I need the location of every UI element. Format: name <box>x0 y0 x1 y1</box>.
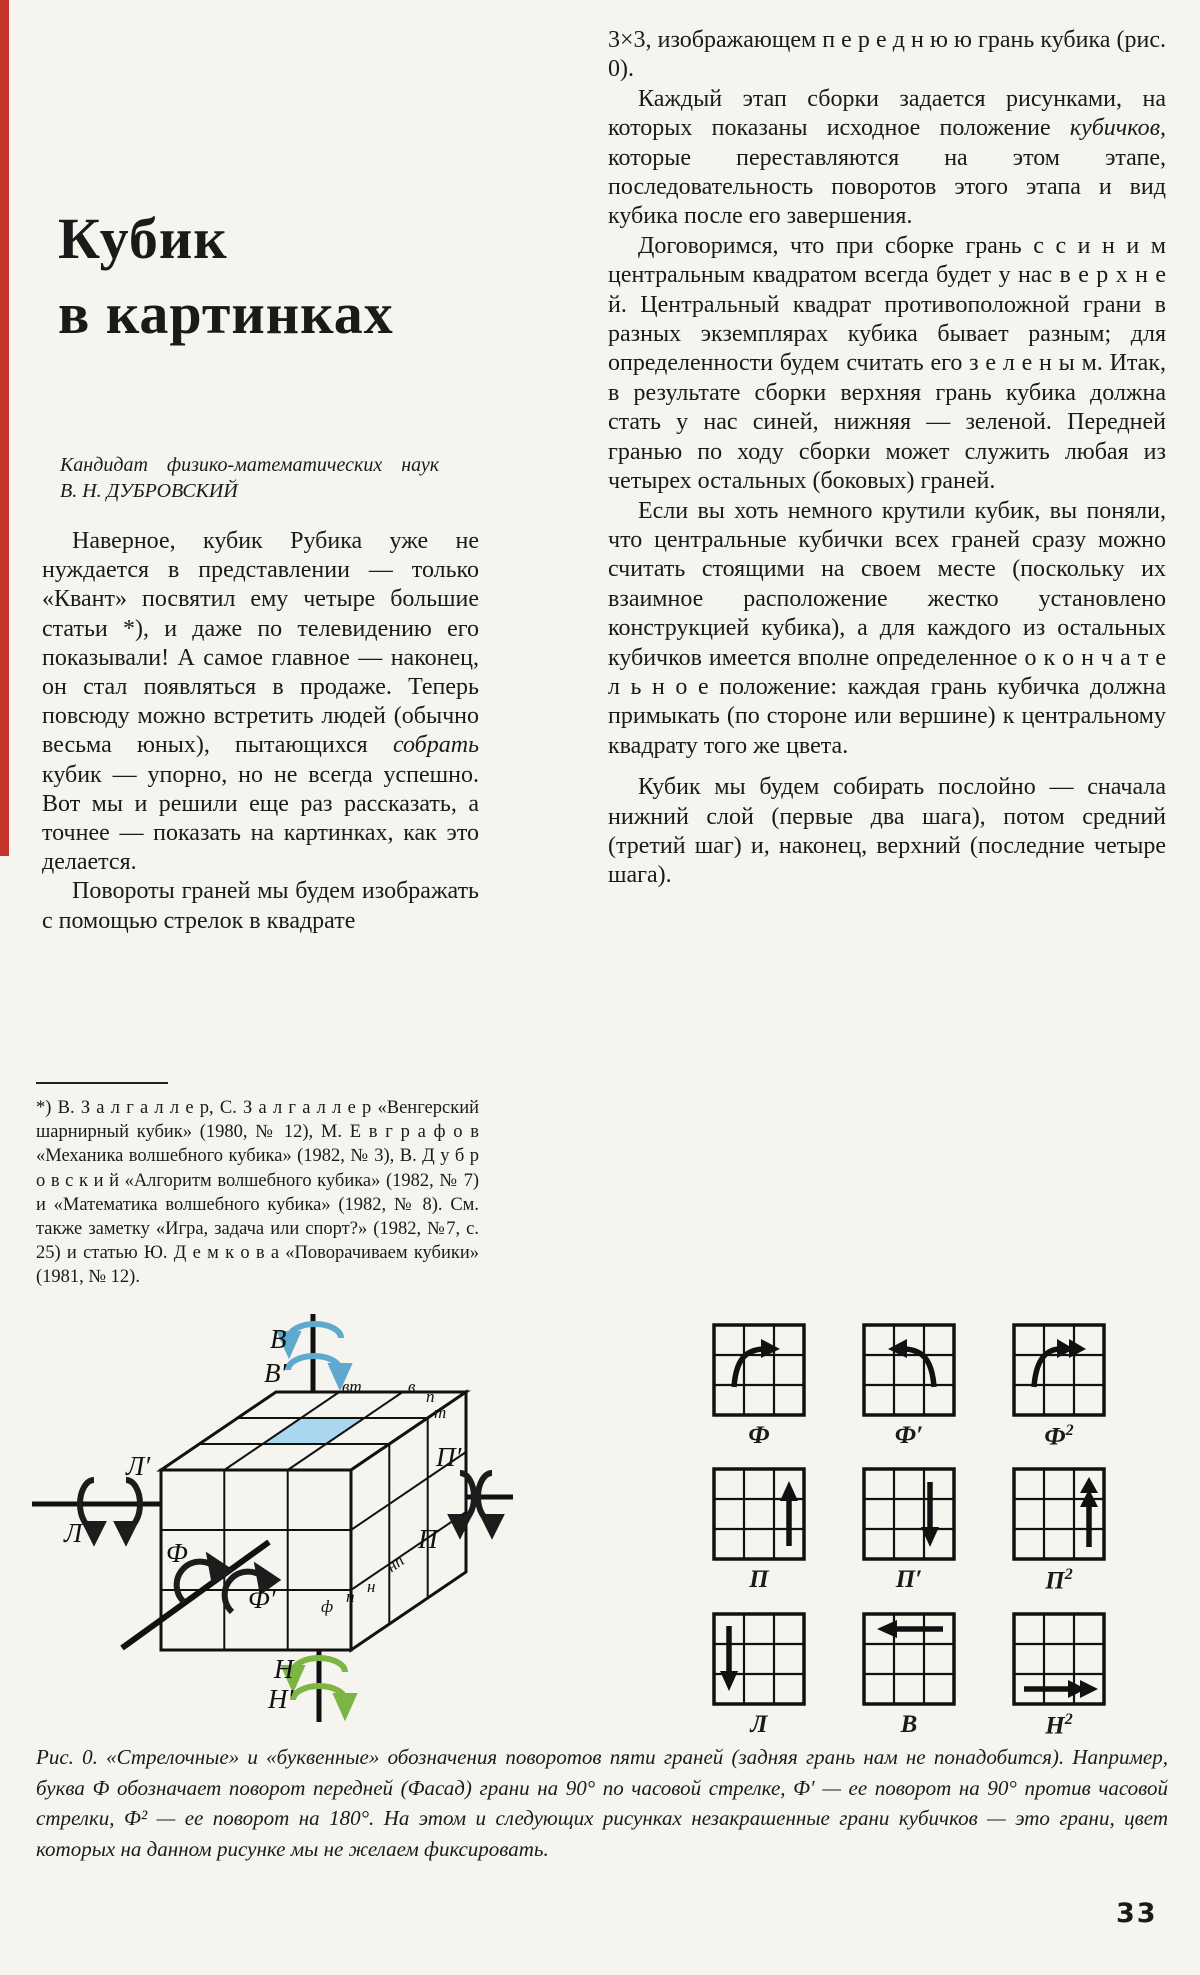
move-label: $П^2$ <box>1045 1566 1073 1595</box>
move-grid-icon <box>711 1322 807 1418</box>
move-label: Л <box>750 1710 768 1738</box>
edge-label-np: нп <box>382 1550 408 1576</box>
move-label: Ф′ <box>894 1422 924 1449</box>
edge-label-p-small: п <box>426 1387 435 1406</box>
right-column <box>608 26 1166 891</box>
title-line1: Кубик <box>58 205 228 271</box>
move-grid-icon <box>861 1611 957 1707</box>
cube-diagram <box>26 1290 521 1730</box>
left-rotation-arrows <box>80 1480 140 1540</box>
moves-grid <box>711 1322 1161 1740</box>
move-label: В <box>900 1710 918 1738</box>
move-grid-icon <box>1011 1322 1107 1418</box>
body-paragraph: Если вы хоть немного крутили кубик, вы поняли, что центральные кубички всех граней сразу можно считать стоящими на своем месте (поскольку их взаимное расположение жестко установлено конструкцией кубика), а для каждого из остальных кубичков имеется вполне определенное о к о н ч а т е л ь н о е положение: каждая грань кубичка должна примыкать (по стороне или вершине) к центральному квадрату того же цвета. <box>608 497 1166 759</box>
axis-label-top-prime: В′ <box>264 1358 287 1388</box>
move-grid-icon <box>861 1322 957 1418</box>
move-grid-icon <box>1011 1611 1107 1707</box>
move-6-П2 <box>1011 1466 1161 1595</box>
axis-label-right: П <box>418 1524 438 1554</box>
body-paragraph: 3×3, изображающем п е р е д н ю ю грань кубика (рис. 0). <box>608 27 1166 83</box>
body-paragraph: Каждый этап сборки задается рисунками, на которых показаны исходное положение кубичков, которые переставляются на этом этапе, последовательность поворотов этого этапа и вид кубика после его завершения. <box>608 85 1166 230</box>
edge-label-f: ф <box>321 1597 334 1616</box>
edge-label-p2: п <box>346 1587 355 1606</box>
cube-faces <box>161 1392 466 1650</box>
footnote: *) В. З а л г а л л е р, С. З а л г а л л е р «Венгерский шарнирный кубик» (1980, № 12), М. Е в г р а ф о в «Механика волшебного кубика» (1982, № 3), В. Д у б р о в с к и й «Алгоритм волшебного кубика» (1982, № 7) и «Математика волшебного кубика» (1982, № 8). См. также заметку «Игра, задача или спорт?» (1982, №7, с. 25) и статью Ю. Д е м к о в а «Поворачиваем кубики» (1981, № 12). <box>36 1098 479 1288</box>
edge-label-vt: вт <box>342 1377 362 1396</box>
accent-bar <box>0 0 9 856</box>
body-paragraph: Кубик мы будем собирать послойно — сначала нижний слой (первые два шага), потом средний (третий шаг) и, наконец, верхний (последние четыре шага). <box>608 774 1166 889</box>
move-9-Н2 <box>1011 1611 1161 1740</box>
axis-label-bottom-prime: Н′ <box>268 1684 294 1714</box>
left-column <box>42 527 479 936</box>
move-grid-icon <box>861 1466 957 1562</box>
move-2-Ф-prime <box>861 1322 1011 1451</box>
move-grid-icon <box>711 1611 807 1707</box>
axis-label-right-prime: П′ <box>436 1442 462 1472</box>
axis-label-top: В <box>270 1324 287 1354</box>
move-7-Л <box>711 1611 861 1740</box>
body-paragraph: Наверное, кубик Рубика уже не нуждается в представлении — только «Квант» посвятил ему четыре большие статьи *), и даже по телевидению его показывали! А самое главное — наконец, он стал появляться в продаже. Теперь повсюду можно встретить людей (обычно весьма юных), пытающихся собрать кубик — упорно, но не всегда успешно. Вот мы и решили еще раз рассказать, а точнее — показать на картинках, как это делается. <box>42 528 479 876</box>
move-label: Ф <box>748 1422 770 1449</box>
axis-label-front-prime: Ф′ <box>248 1584 276 1614</box>
move-label: $Н^2$ <box>1045 1710 1073 1739</box>
move-8-В <box>861 1611 1011 1740</box>
move-1-Ф <box>711 1322 861 1451</box>
move-label: П′ <box>895 1566 923 1594</box>
title-line2: в картинках <box>58 280 394 346</box>
footnote-rule <box>36 1082 168 1084</box>
edge-label-t: т <box>434 1403 447 1422</box>
move-3-Ф2 <box>1011 1322 1161 1451</box>
body-paragraph: Повороты граней мы будем изображать с помощью стрелок в квадрате <box>42 878 479 934</box>
page-number: 33 <box>1116 1898 1158 1929</box>
author-role: Кандидат физико-математических наук <box>60 454 440 476</box>
move-label: $Ф^2$ <box>1044 1422 1074 1451</box>
move-label: П <box>749 1566 769 1594</box>
author-name: В. Н. ДУБРОВСКИЙ <box>60 480 238 502</box>
move-grid-icon <box>711 1466 807 1562</box>
move-5-П-prime <box>861 1466 1011 1595</box>
edge-label-v: в <box>408 1377 416 1396</box>
axis-label-front: Ф <box>166 1538 188 1568</box>
body-paragraph: Договоримся, что при сборке грань с с и н и м центральным квадратом всегда будет у нас в е р х н е й. Центральный квадрат противоположной грани в разных экземплярах кубика бывает разным; для определенности будем считать его з е л е н ы м. Итак, в результате сборки верхняя грань кубика должна стать у нас синей, нижняя — зеленой. Передней гранью по ходу сборки может служить любая из четырех остальных (боковых) граней. <box>608 232 1166 495</box>
axis-label-left: Л <box>64 1518 83 1548</box>
figure-caption: Рис. 0. «Стрелочные» и «буквенные» обозначения поворотов пяти граней (задняя грань нам не понадобится). Например, буква Ф обозначает поворот передней (Фасад) грани на 90° по часовой стрелке, Ф′ — ее поворот на 90° против часовой стрелки, Ф² — ее поворот на 180°. На этом и следующих рисунках незакрашенные грани кубичков — это грани, цвет которых на данном рисунке мы не желаем фиксировать. <box>36 1745 1168 1861</box>
axis-label-bottom: Н <box>274 1654 294 1684</box>
axis-label-left-prime: Л′ <box>126 1451 151 1481</box>
author-block <box>60 452 439 504</box>
move-4-П <box>711 1466 861 1595</box>
move-grid-icon <box>1011 1466 1107 1562</box>
article-title <box>58 201 394 351</box>
edge-label-n: н <box>367 1577 376 1596</box>
